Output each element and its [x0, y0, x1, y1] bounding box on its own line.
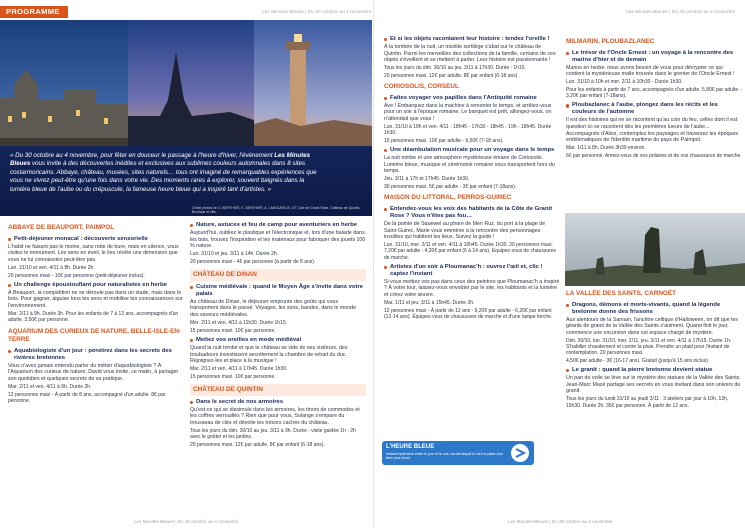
event-text: Quand la nuit tombe et que le château se vide de ses visiteurs, des troubadours investissent secrètement la chambre de retrait du duc. Rejoignez-les et place à la musique ! [190, 344, 348, 365]
event-date: Mar. 1/11 et jeu. 3/11 à 15h45. Durée 2h. [384, 300, 475, 307]
event-price: 4,50€ par adulte - 3€ (16-17 ans). Gratuit (jusqu'à 15 ans inclus) [566, 357, 708, 364]
event-title: Un challenge époustouflant pour naturalistes en herbe [8, 282, 184, 289]
section-heading: CHÂTEAU DE QUINTIN [190, 384, 366, 396]
running-header-right: Les Minutes Bleues | Du 30 octobre au 4 novembre [626, 9, 736, 14]
event-price: 30 personnes maxi. 5€ par adulte - 3€ par enfant (7-18ans). [384, 184, 517, 191]
event-date: Mar. 1/11 à 8h. Durée 3h30 environ. [566, 145, 646, 152]
event-title: Mettez vos oreilles en mode médiéval [190, 337, 366, 344]
section-heading: MAISON DU LITTORAL, PERROS-GUIREC [384, 194, 512, 202]
event-price: 15 personnes maxi. 10€ par personne. [190, 373, 276, 380]
event-title: Ploubazlanec à l'aube, plongez dans les récits et les couleurs de l'automne [566, 102, 742, 116]
event-text: Marins en herbe, nous avons besoin de vous pour décrypter ce qui contient la mystérieuse malle trouvée dans le grenier de l'Oncle Ernest ! [566, 64, 735, 78]
event-text: Aux alentours de la Samain, l'ancêtre celtique d'Halloween, on dit que les géants de granit de la Vallée des Saints s'animent. Quand finit le jour, commence une excursion dans cet espace chargé de mystère. [566, 316, 738, 336]
menhir-photo [565, 213, 745, 286]
event-title: Une déambulation musicale pour un voyage dans le temps [384, 147, 560, 154]
event-price: 20 personnes maxi. 12€ par adulte. 8€ par enfant (6-18 ans). [384, 72, 519, 79]
event-date: Tous les jours du dim. 30/10 au jeu. 3/11 à 9h. Durée : visite guidée 1h - 2h avec le goûter et les jardins. [190, 428, 356, 441]
event-price: 15 personnes maxi. 10€ par adulte - 6,50€ (7-18 ans). [384, 137, 504, 144]
event-title: Et si les objets racontaient leur histoire : tendez l'oreille ! [384, 36, 560, 43]
menhir-photo-graphic [565, 213, 745, 286]
column-3 [384, 36, 560, 320]
logo-title: L'HEURE BLEUE [386, 444, 435, 450]
photo-credit: Crédit photos de G. BERTHIER, E. BERTHIER, A. LAMOUREUX, OT Côte de Granit Rose, Château de Quintin, Boutique et ville [192, 206, 361, 214]
event-price: 20 personnes maxi - 10€ par personne (petit-déjeuner inclus). [8, 272, 145, 279]
event-title: Aquabiologiste d'un jour : pénétrez dans les secrets des rivières bretonnes [8, 348, 184, 362]
event-date: Tous les jours du lundi 31/10 au jeudi 3/11 : 3 ateliers par jour à 10h, 13h, 15h30. Durée 2h. 35€ par personne. À partir de 12 ans. [566, 396, 729, 409]
event-text: La nuit tombe et une atmosphère mystérieuse émane de Coriosolis. Lumière bleue, musique et cérémonie romaine vous transportent hors du temps. [384, 155, 555, 175]
left-page [0, 0, 372, 528]
event-text: Vous n'avez jamais entendu parler du métier d'aquabiologiste ? À l'Aquarium des curieux de nature, David vous invite, ce matin, à partager son quotidien et quelques secrets de sa pratique. [8, 362, 179, 382]
running-footer-right: Les Minutes Bleues | Du 30 octobre au 4 novembre [508, 519, 613, 524]
event-price: 20 personnes maxi - 4€ par personne (à partir de 8 ans). [190, 258, 316, 265]
event-price: 15 personnes maxi. 10€ par personne. [190, 327, 276, 334]
event-date: Jeu. 3/11 à 17h et 17h45. Durée 1h30. [384, 176, 470, 183]
column-4-bottom [566, 290, 742, 409]
event-title: Dragons, démons et morts-vivants, quand la légende bretonne donne des frissons [566, 302, 742, 316]
event-date: Lun. 31/10 à 10h et mer. 2/11 à 10h30 - Durée 1h30. [566, 79, 683, 86]
event-date: Mar. 2/11 et ven. 4/11 à 9h. Durée 2h. [8, 383, 92, 390]
event-date: Dim. 30/10, lun. 31/10, mer. 2/11, jeu. 3/11 et ven. 4/11 à 17h15. Durée 1h. S'habiller chaudement et contre la pluie. Prendre un plaid pour l'instant de contemplation. 20 personnes maxi. [566, 337, 732, 357]
event-date: Lun. 31/10 et ven. 4/11 à 8h. Durée 2h. [8, 264, 95, 271]
event-text: Qu'est-ce qui se dissimule dans les armoires, les tiroirs de commodes et les coffres verrouillés ? Rien que pour vous, Solange s'empare du trousseau de clés et dévoile les trésors cachés du château. [190, 406, 360, 426]
logo-tagline: Instant éphémère entre le jour et la nuit, durant lequel le ciel ne parle d'un bleu plus foncé. [386, 452, 504, 461]
column-4 [566, 36, 742, 159]
event-date: Mar. 2/11 et ven. 4/11 à 17h45. Durée 1h30. [190, 366, 288, 373]
hero-banner [0, 20, 372, 216]
event-date: Tous les jours du dim. 30/10 au jeu. 3/11 à 17h30. Durée : 1h15. [384, 65, 526, 72]
event-price: 6€ par personne. Armez-vous de vos polaires et de vos chaussures de marche. [566, 152, 742, 159]
event-title: Petit-déjeuner monacal : découverte sensorielle [8, 236, 184, 243]
heure-bleue-logo [382, 441, 534, 465]
column-1 [8, 222, 184, 404]
event-price: 12 personnes maxi - À partir de 12 ans - 9,20€ par adulte - 6,20€ par enfant (12-14 ans). Équipez-vous de chaussures de marche et d'une lampe torche. [384, 307, 553, 321]
event-title: Le trésor de l'Oncle Ernest : un voyage à la rencontre des marins d'hier et de demain [566, 50, 742, 64]
event-title: Le granit : quand la pierre bretonne devient statue [566, 367, 742, 374]
running-header-left: Les Minutes Bleues | Du 30 octobre au 4 novembre [262, 9, 372, 14]
event-text: Si vous mettiez vos pas dans ceux des peintres que Ploumanac'h a inspiré ? À votre tour, laissez-vous envoûter par le site, les habitants et la lumière et créez votre œuvre. [384, 278, 560, 299]
hero-intro: « Du 30 octobre au 4 novembre, pour fêter en douceur le passage à l'heure d'hiver, l'événement Les Minutes Bleues vous invite à des découvertes inédites et exclusives aux sublimes couleurs automnales dans 8 sites costarmoricains. Abbaye, château, musées, sites naturels… tous ont imaginé de remarquables expériences que vous ne vivrez peut-être qu'une fois dans votre vie. Des moments rares à explorer, souvent baignés dans la lumière bleue de l'aube ou du crépuscule, la fameuse heure bleue qui a inspiré tant d'artistes. » [10, 152, 317, 193]
section-heading: LA VALLÉE DES SAINTS, CARNOËT [566, 290, 677, 297]
section-heading: MILMARIN, PLOUBAZLANEC [566, 38, 655, 45]
right-page [373, 0, 745, 528]
event-title: Faites voyager vos papilles dans l'Antiquité romaine [384, 95, 560, 102]
event-date: Lun. 31/10, mer. 2/11 et ven. 4/11 à 16h45. Durée 1h30. 20 personnes maxi. 7,20€ par adulte - 4,20€ par enfant (6 à 14 ans). Équipez-vous de chaussures de marche. [384, 242, 557, 261]
event-text: Un pan du voile se lève sur le mystère des statues de la Vallée des Saints. Jean-Marc Mazé partage ses secrets en vous invitant dans son univers de granit. [566, 375, 741, 395]
event-date: Mer. 2/11 et ven. 4/11 à 11h30. Durée 1h15. [190, 320, 288, 327]
event-title: Nature, astuces et feu de camp pour aventuriers en herbe [190, 222, 366, 229]
event-date: Lun. 31/10 et jeu. 3/11 à 14h. Durée 2h. [190, 251, 279, 258]
event-text: Il est des histoires qui ne se racontent qu'au coin du feu, celles dont il est question ici se racontent dès les premières lueurs de l'aube... Accompagnés d'Alice, contemplez les paysages et traversez les époques emblématiques de l'identité maritime du pays de Paimpol. [566, 117, 739, 144]
event-text: L'habit ne faisant pas le moine, sans robe de bure, mais en silence, vous visitez le monument. Les sens en éveil, le lieu révèle une dimension que vous ne lui connaissiez peut-être pas. [8, 243, 179, 263]
event-text: Ave ! Embarquez dans la machine à remonter le temps, et arrêtez-vous pour un soir à l'époque romaine. Le banquet est prêt, allongez-vous, on n'attendait que vous ! [384, 102, 552, 122]
event-text: Aujourd'hui, oubliez le plastique et l'électronique et, lors d'une balade dans les bois, trouvez l'inspiration et les matériaux pour fabriquer des jouets 100 % nature. [190, 230, 366, 250]
event-price: 12 personnes maxi - À partir de 8 ans, accompagné d'un adulte. 8€ par personne. [8, 391, 166, 404]
event-text: De la pointe de Squewel au phare de Men Ruz, du port à la plage de Saint-Guirec, Marie vous emmène à la rencontre des personnages insolites qui habitent les lieux. Suivez la guide ! [384, 220, 546, 241]
event-title: Artistes d'un soir à Ploumanac'h : ouvrez l'œil et, clic ! captez l'instant [384, 264, 560, 278]
event-title: Cuisine médiévale : quand le Moyen Âge s'invite dans votre palais [190, 284, 366, 298]
section-heading: ABBAYE DE BEAUPORT, PAIMPOL [8, 224, 115, 231]
event-date: Mar. 2/11 à 9h. Durée 3h. Pour les enfants de 7 à 12 ans, accompagnés d'un adulte. 3,50€ par personne. [8, 311, 179, 324]
event-title: Entendez-vous les voix des habitants de la Côte de Granit Rose ? Vous n'êtes pas fou… [384, 206, 560, 220]
event-date: Lun. 31/10 à 18h et ven. 4/11 - 18h45 - 17h30 - 18h45 - 19h - 18h45. Durée 1h30. [384, 124, 552, 137]
event-text: À Beauport, la compétition ne se déroule pas dans un stade, mais dans le bois. Pour gagner, aiguise tous tes sens et mobilise tes connaissances sur l'environnement. [8, 289, 183, 309]
programme-tab: PROGRAMME [0, 6, 68, 18]
section-heading: CORIOSOLIS, CORSEUL [384, 83, 459, 91]
section-heading: AQUARIUM DES CURIEUX DE NATURE, BELLE-ISLE-EN-TERRE [8, 328, 182, 344]
column-2 [190, 222, 366, 448]
event-price: Pour les enfants à partir de 7 ans, accompagnés d'un adulte. 5,80€ par adulte - 3,20€ par enfant (7-18ans). [566, 86, 742, 100]
event-text: Au château de Dinan, le déjeuner emprunte des goûts qui vous transportent dans le passé. Voyages, les sons, bandes, dans le monde des saveurs médiévales. [190, 298, 357, 318]
running-footer-left: Les Minutes Bleues | Du 30 octobre au 4 novembre [134, 519, 239, 524]
section-heading: CHÂTEAU DE DINAN [190, 269, 366, 281]
event-price: 20 personnes maxi. 12€ par adulte, 8€ par enfant (6-18 ans). [190, 441, 325, 448]
event-title: Dans le secret de nos armoires [190, 399, 366, 406]
event-text: À la tombée de la nuit, un insolite sortilège s'abat sur le château de Quintin. Parmi les merveilles des collections de la famille, certains de ces objets s'éveillent et se mettent à parler. Leur histoire est passionnante ! [384, 44, 556, 64]
